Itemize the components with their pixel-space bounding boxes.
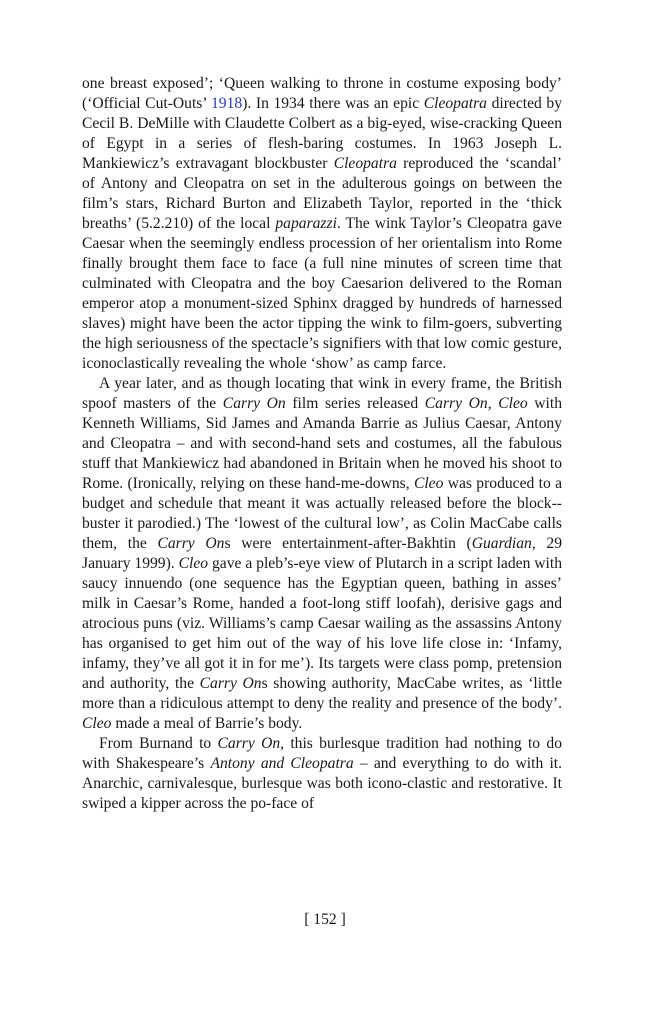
text-run: with Kenneth Williams, Sid James and Amanda Barrie as Julius Caesar, Antony and Cleopatra – and with second-hand sets and costumes, all the fabulous stuff that Mankiewicz had abandoned in Britain when he moved his shoot to Rome. (Ironically, relying on these hand-me-downs, — [82, 395, 563, 492]
paragraph-1 — [82, 74, 562, 374]
paragraph-2 — [82, 374, 562, 734]
citation-link[interactable]: 1918 — [211, 95, 243, 112]
text-run: , 29 January 1999). — [82, 535, 562, 572]
text-run: made a meal of Barrie’s body. — [111, 715, 303, 732]
text-run: , this burlesque tradition had nothing to do with Shakespeare’s — [82, 735, 562, 772]
italic-title: Carry On — [222, 395, 286, 412]
text-run: – and everything to do with it. Anarchic, carnivalesque, burlesque was both icono-clastic and restorative. It swiped a kipper across the po-face of — [82, 755, 563, 812]
italic-title: Carry On — [217, 735, 281, 752]
text-run: A year later, and as though locating that wink in every frame, the British spoof masters of the — [82, 375, 562, 412]
italic-title: Carry On — [199, 675, 262, 692]
text-run: s showing authority, MacCabe writes, as ‘little more than a ridiculous attempt to deny the reality and presence of the body’. — [82, 675, 562, 712]
page-number: [ 152 ] — [304, 911, 346, 928]
text-run: was produced to a budget and schedule that meant it was actually released before the block-buster it parodied.) The ‘lowest of the cultural low’, as Colin MacCabe calls them, the — [82, 475, 562, 552]
italic-title: Cleo — [178, 555, 209, 572]
text-run: From Burnand to — [99, 735, 218, 752]
text-run: one breast exposed’; ‘Queen walking to throne in costume exposing body’ (‘Official Cut-Outs’ — [82, 75, 562, 112]
text-run: s were entertainment-after-Bakhtin ( — [224, 535, 472, 552]
text-run: reproduced the ‘scandal’ of Antony and Cleopatra on set in the adulterous goings on between the film’s stars, Richard Burton and Elizabeth Taylor, reported in the ‘thick breaths’ (5.2.210) of the local — [82, 155, 562, 232]
text-run: ). In 1934 there was an epic — [242, 95, 424, 112]
text-run: . The wink Taylor’s Cleopatra gave Caesar when the seemingly endless procession of her orientalism into Rome finally brought them face to face (a full nine minutes of screen time that culminated with Cleopatra and the boy Caesarion delivered to the Roman emperor atop a monument-sized Sphinx dragged by hundreds of harnessed slaves) might have been the actor tipping the wink to film-goers, subverting the high seriousness of the spectacle’s signifiers with that low comic gesture, iconoclastically revealing the whole ‘show’ as camp farce. — [82, 215, 562, 372]
italic-title: Carry On, Cleo — [424, 395, 528, 412]
italic-title: Cleopatra — [423, 95, 487, 112]
italic-title: Cleo — [82, 715, 112, 732]
italic-title: Cleopatra — [333, 155, 397, 172]
text-run: directed by Cecil B. DeMille with Claudette Colbert as a big-eyed, wise-cracking Queen of Egypt in a series of flesh-baring costumes. In 1963 Joseph L. Mankiewicz’s extravagant blockbuster — [82, 95, 562, 172]
italic-title: Guardian — [471, 535, 532, 552]
text-run: film series released — [285, 395, 425, 412]
paragraph-3 — [82, 734, 562, 814]
page-body — [82, 74, 562, 814]
italic-title: Carry On — [157, 535, 225, 552]
italic-title: Antony and Cleopatra — [210, 755, 354, 772]
italic-title: Cleo — [413, 475, 444, 492]
text-run: gave a pleb’s-eye view of Plutarch in a script laden with saucy innuendo (one sequence has the Egyptian queen, bathing in asses’ milk in Caesar’s Rome, handed a foot-long stiff loofah), derisive gags and atrocious puns (viz. Williams’s camp Caesar wailing as the assassins Antony has organised to get him out of the way of his love life close in: ‘Infamy, infamy, they’ve all got it in for me’). Its targets were class pomp, pretension and authority, the — [82, 555, 562, 692]
italic-title: paparazzi — [275, 215, 337, 232]
